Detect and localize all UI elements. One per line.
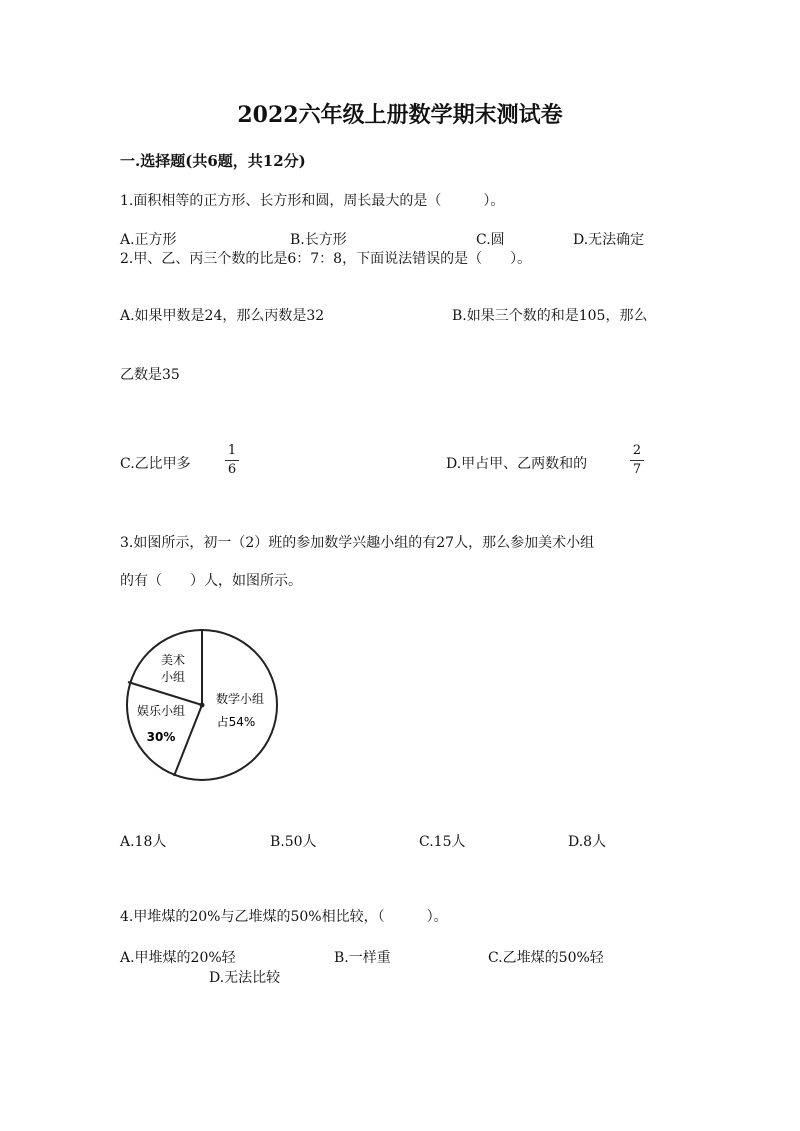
fraction-numerator: 1 xyxy=(227,443,237,458)
question-3-option-b: B.50人 xyxy=(270,834,317,850)
question-4-option-b: B.一样重 xyxy=(334,950,391,966)
fraction-one-sixth xyxy=(223,443,241,478)
question-2-option-a: A.如果甲数是24，那么丙数是32 xyxy=(120,308,325,324)
pie-label-art-1: 美术 xyxy=(160,653,186,667)
pie-label-entertainment-2: 30% xyxy=(146,730,176,744)
pie-label-entertainment-1: 娱乐小组 xyxy=(136,704,186,718)
question-3-option-a: A.18人 xyxy=(120,834,167,850)
question-3-option-c: C.15人 xyxy=(419,834,466,850)
question-4-option-d: D.无法比较 xyxy=(209,970,281,986)
question-2-stem: 2.甲、乙、丙三个数的比是6：7：8，下面说法错误的是（ ）。 xyxy=(120,251,532,267)
question-4-stem: 4.甲堆煤的20%与乙堆煤的50%相比较，（ ）。 xyxy=(120,909,448,925)
question-3-stem-cont: 的有（ ）人，如图所示。 xyxy=(120,573,302,589)
question-1-option-a: A.正方形 xyxy=(120,232,177,248)
question-1-stem: 1.面积相等的正方形、长方形和圆，周长最大的是（ ）。 xyxy=(120,193,505,209)
question-1-option-c: C.圆 xyxy=(476,232,505,248)
fraction-denominator: 7 xyxy=(632,462,642,477)
fraction-bar xyxy=(630,460,644,461)
fraction-two-sevenths xyxy=(628,443,646,478)
question-4-option-c: C.乙堆煤的50%轻 xyxy=(488,950,604,966)
question-4-option-a: A.甲堆煤的20%轻 xyxy=(120,950,236,966)
question-2-option-b-cont: 乙数是35 xyxy=(120,367,180,383)
question-1-option-d: D.无法确定 xyxy=(573,232,645,248)
question-2-option-d: D.甲占甲、乙两数和的 xyxy=(446,456,588,472)
pie-center-dot xyxy=(200,703,205,708)
question-2-option-b: B.如果三个数的和是105，那么 xyxy=(452,308,648,324)
pie-label-math-1: 数学小组 xyxy=(215,692,265,706)
pie-chart xyxy=(118,620,288,790)
fraction-denominator: 6 xyxy=(227,462,237,477)
fraction-numerator: 2 xyxy=(632,443,642,458)
pie-label-art-2: 小组 xyxy=(160,670,186,684)
page-title: 2022六年级上册数学期末测试卷 xyxy=(237,102,563,128)
section-heading: 一.选择题(共6题，共12分) xyxy=(120,152,306,170)
fraction-bar xyxy=(225,460,239,461)
question-3-stem: 3.如图所示，初一（2）班的参加数学兴趣小组的有27人，那么参加美术小组 xyxy=(120,535,595,551)
question-3-option-d: D.8人 xyxy=(568,834,607,850)
question-2-option-c: C.乙比甲多 xyxy=(120,456,191,472)
pie-label-math-2: 占54% xyxy=(216,715,256,729)
question-1-option-b: B.长方形 xyxy=(290,232,347,248)
